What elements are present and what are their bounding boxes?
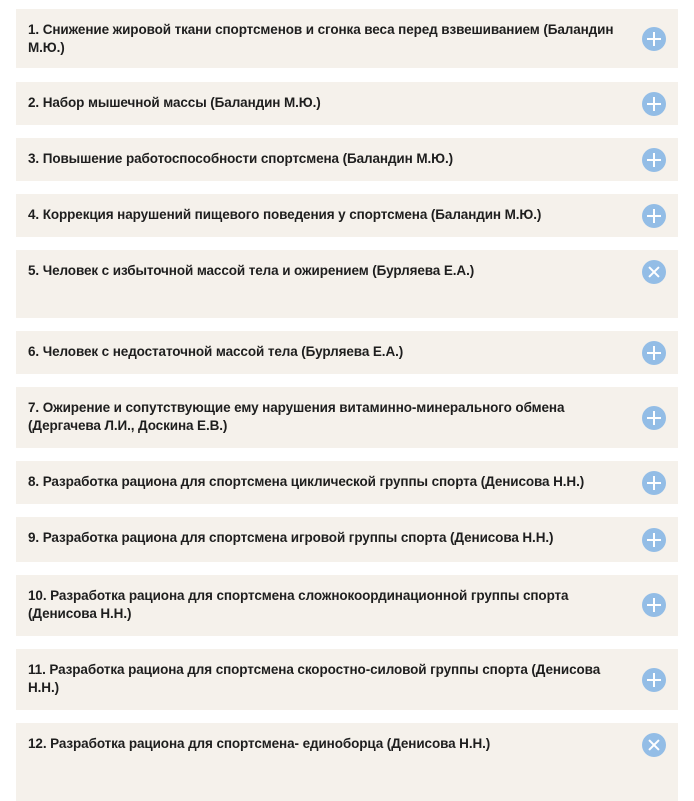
accordion-item-3[interactable] bbox=[16, 138, 678, 181]
accordion-item-title: 9. Разработка рациона для спортсмена игровой группы спорта (Денисова Н.Н.) bbox=[28, 530, 554, 545]
accordion-item-7[interactable] bbox=[16, 387, 678, 448]
plus-icon[interactable] bbox=[642, 593, 666, 617]
accordion-item-6[interactable] bbox=[16, 331, 678, 374]
accordion-item-9[interactable] bbox=[16, 517, 678, 562]
accordion-item-title: 5. Человек с избыточной массой тела и ожирением (Бурляева Е.А.) bbox=[28, 263, 475, 278]
plus-icon[interactable] bbox=[642, 27, 666, 51]
plus-icon[interactable] bbox=[642, 92, 666, 116]
close-icon[interactable] bbox=[637, 255, 671, 289]
accordion-item-title: 3. Повышение работоспособности спортсмена (Баландин М.Ю.) bbox=[28, 151, 453, 166]
accordion-item-5[interactable] bbox=[16, 250, 678, 318]
plus-icon[interactable] bbox=[642, 341, 666, 365]
accordion-item-title: 8. Разработка рациона для спортсмена циклической группы спорта (Денисова Н.Н.) bbox=[28, 474, 585, 489]
accordion-item-4[interactable] bbox=[16, 194, 678, 237]
accordion-item-10[interactable] bbox=[16, 575, 678, 636]
accordion-item-title: 1. Снижение жировой ткани спортсменов и сгонка веса перед взвешиванием (Баландин М.Ю.) bbox=[28, 22, 614, 55]
accordion-item-12[interactable] bbox=[16, 723, 678, 801]
plus-icon[interactable] bbox=[642, 668, 666, 692]
plus-icon[interactable] bbox=[642, 204, 666, 228]
accordion-item-11[interactable] bbox=[16, 649, 678, 710]
accordion-item-title: 4. Коррекция нарушений пищевого поведения у спортсмена (Баландин М.Ю.) bbox=[28, 207, 542, 222]
accordion-item-title: 12. Разработка рациона для спортсмена- единоборца (Денисова Н.Н.) bbox=[28, 736, 491, 751]
plus-icon[interactable] bbox=[642, 528, 666, 552]
accordion-item-title: 6. Человек с недостаточной массой тела (Бурляева Е.А.) bbox=[28, 344, 404, 359]
accordion-item-title: 2. Набор мышечной массы (Баландин М.Ю.) bbox=[28, 95, 321, 110]
accordion-item-2[interactable] bbox=[16, 82, 678, 125]
accordion-item-title: 10. Разработка рациона для спортсмена сложнокоординационной группы спорта (Денисова Н.Н.) bbox=[28, 588, 569, 621]
accordion-item-title: 7. Ожирение и сопутствующие ему нарушения витаминно-минерального обмена (Дергачева Л.И., Доскина Е.В.) bbox=[28, 400, 565, 433]
plus-icon[interactable] bbox=[642, 471, 666, 495]
plus-icon[interactable] bbox=[642, 148, 666, 172]
plus-icon[interactable] bbox=[642, 406, 666, 430]
accordion-item-8[interactable] bbox=[16, 461, 678, 504]
accordion-item-1[interactable] bbox=[16, 9, 678, 68]
accordion-item-title: 11. Разработка рациона для спортсмена скоростно-силовой группы спорта (Денисова Н.Н.) bbox=[28, 662, 601, 695]
close-icon[interactable] bbox=[637, 728, 671, 762]
